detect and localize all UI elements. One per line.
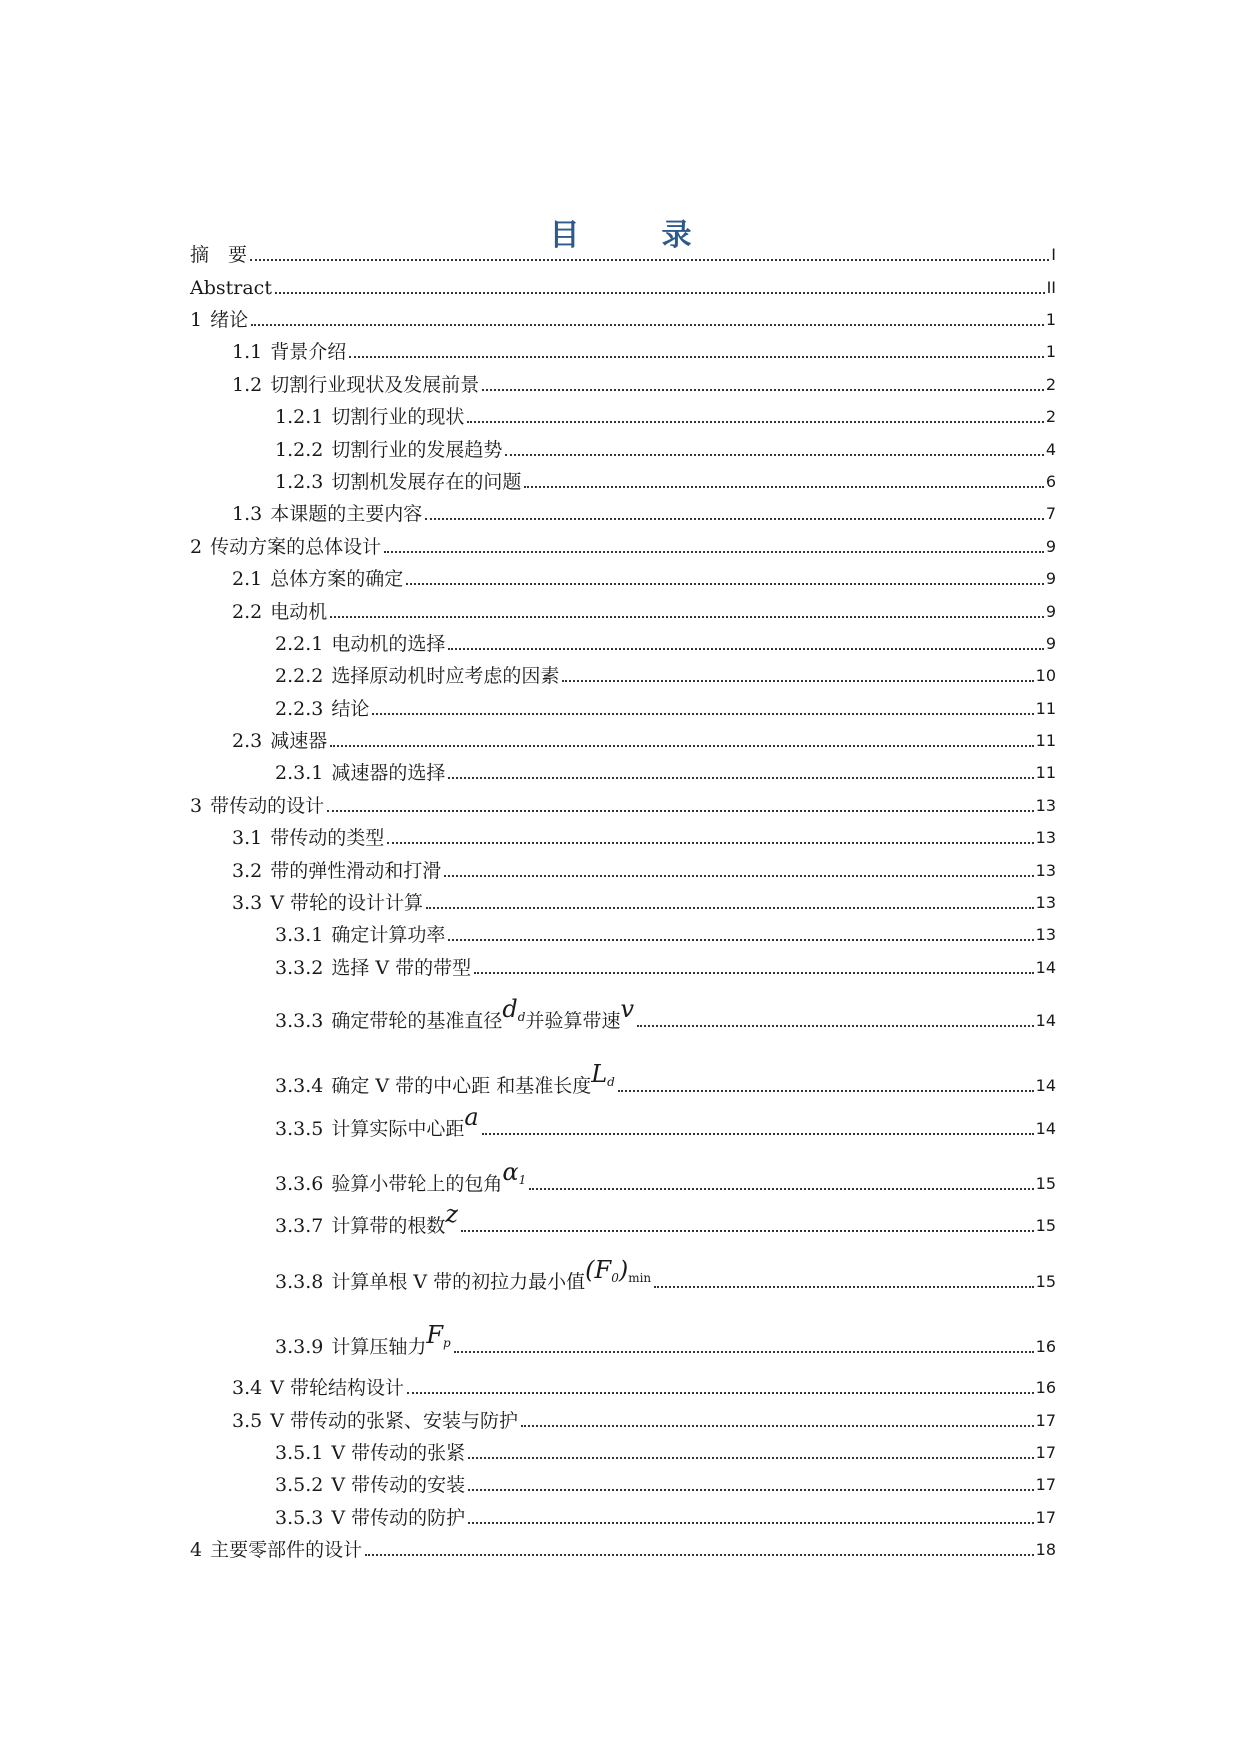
dot-leader [251, 324, 1044, 326]
toc-entry-page: 15 [1035, 1174, 1056, 1193]
dot-leader [365, 1554, 1034, 1556]
dot-leader [505, 454, 1043, 456]
toc-entry-label: V 带传动的张紧 [331, 1442, 466, 1464]
toc-entry-page: 9 [1045, 537, 1056, 556]
toc-entry-page: 11 [1035, 731, 1056, 750]
toc-entry[interactable] [275, 664, 1056, 688]
toc-entry[interactable] [190, 1538, 1056, 1562]
dot-leader [327, 810, 1034, 812]
toc-entry-label: 摘 要 [190, 244, 248, 266]
dot-leader [467, 421, 1043, 423]
toc-entry-number: 3.1 [232, 827, 263, 849]
math-subscript: d [607, 1075, 615, 1089]
toc-entry-label: V 带轮结构设计 [270, 1377, 404, 1399]
toc-entry-number: 1.2.2 [275, 439, 324, 461]
toc-entry[interactable] [232, 1376, 1056, 1400]
math-subscript: 1 [518, 1173, 527, 1187]
dot-leader [425, 518, 1044, 520]
dot-leader [468, 1457, 1034, 1459]
dot-leader [407, 1392, 1034, 1394]
toc-entry-number: 2 [190, 536, 203, 558]
toc-entry-label: 减速器的选择 [331, 762, 446, 784]
toc-entry-label: 确定 V 带的中心距 和基准长度 [331, 1075, 592, 1097]
math-subscript: d [517, 1010, 526, 1024]
toc-entry-page: 17 [1035, 1443, 1056, 1462]
dot-leader [654, 1286, 1033, 1288]
toc-entry[interactable] [232, 1409, 1056, 1433]
toc-entry-number: 2.3 [232, 730, 263, 752]
toc-entry[interactable] [275, 1158, 1056, 1196]
math-subscript: p [443, 1336, 451, 1350]
toc-entry-number: 1.2.3 [275, 471, 324, 493]
toc-entry[interactable] [275, 1506, 1056, 1530]
toc-entry-number: 3.5.1 [275, 1442, 324, 1464]
dot-leader [468, 1489, 1034, 1491]
toc-entry-label: 传动方案的总体设计 [210, 536, 382, 558]
toc-entry[interactable] [275, 956, 1056, 980]
toc-entry[interactable] [275, 1441, 1056, 1465]
toc-entry-page: 14 [1035, 958, 1056, 977]
toc-entry-label: 确定计算功率 [331, 924, 446, 946]
dot-leader [372, 713, 1033, 715]
toc-entry-page: 13 [1035, 925, 1056, 944]
math-symbol: (F [585, 1256, 612, 1284]
dot-leader [562, 680, 1033, 682]
toc-entry-number: 2.3.1 [275, 762, 324, 784]
toc-entry-number: 1.1 [232, 341, 263, 363]
dot-leader [524, 486, 1043, 488]
toc-entry-label: 总体方案的确定 [270, 568, 404, 590]
toc-entry-number: 3.3.2 [275, 957, 324, 979]
toc-entry-label: 验算小带轮上的包角 [331, 1173, 503, 1195]
dot-leader [618, 1090, 1034, 1092]
dot-leader [426, 907, 1034, 909]
toc-entry-label: V 带传动的安装 [331, 1474, 466, 1496]
toc-entry-page: 11 [1035, 763, 1056, 782]
toc-entry-label: 带的弹性滑动和打滑 [270, 860, 442, 882]
toc-entry[interactable] [275, 438, 1056, 462]
toc-entry-page: 10 [1035, 666, 1056, 685]
dot-leader [444, 875, 1033, 877]
math-symbol: F [426, 1321, 444, 1349]
math-subscript: min [628, 1271, 652, 1285]
dot-leader [384, 551, 1044, 553]
toc-entry-number: 2.1 [232, 568, 263, 590]
math-subscript: 0 [611, 1271, 619, 1285]
dot-leader [387, 842, 1033, 844]
toc-entry-number: 1.2.1 [275, 406, 324, 428]
dot-leader [275, 292, 1045, 294]
dot-leader [529, 1188, 1033, 1190]
toc-entry-label: 主要零部件的设计 [210, 1539, 363, 1561]
toc-entry[interactable] [275, 1060, 1056, 1098]
toc-entry-page: 13 [1035, 861, 1056, 880]
toc-entry-label: 带传动的设计 [210, 795, 325, 817]
toc-entry-label: 计算单根 V 带的初拉力最小值 [331, 1271, 586, 1293]
math-symbol: a [464, 1103, 479, 1131]
math-symbol: L [591, 1060, 608, 1088]
toc-entry[interactable] [275, 923, 1056, 947]
toc-entry[interactable] [275, 995, 1056, 1033]
toc-entry-number: 1.3 [232, 503, 263, 525]
toc-entry-label: 背景介绍 [270, 341, 347, 363]
toc-entry-page: 2 [1045, 407, 1056, 426]
toc-entry-page: 15 [1035, 1216, 1056, 1235]
toc-entry[interactable] [275, 761, 1056, 785]
dot-leader [330, 745, 1033, 747]
toc-entry-number: 3.5.2 [275, 1474, 324, 1496]
toc-entry-number: 3.3 [232, 892, 263, 914]
toc-entry-label: V 带传动的张紧、安装与防护 [270, 1410, 518, 1432]
toc-entry-number: 2.2.2 [275, 665, 324, 687]
toc-entry-label: 本课题的主要内容 [270, 503, 423, 525]
toc-entry-number: 1 [190, 309, 203, 331]
toc-entry-page: 13 [1035, 828, 1056, 847]
toc-entry-number: 1.2 [232, 374, 263, 396]
toc-entry-number: 3.3.3 [275, 1010, 324, 1032]
dot-leader [637, 1025, 1034, 1027]
toc-entry-page: 14 [1035, 1011, 1056, 1030]
toc-entry-label: Abstract [190, 277, 272, 299]
toc-entry-page: 17 [1035, 1475, 1056, 1494]
toc-entry-page: 9 [1045, 602, 1056, 621]
toc-entry-label: 结论 [331, 698, 370, 720]
toc-entry-page: II [1046, 278, 1056, 297]
toc-entry-label: 电动机 [270, 601, 328, 623]
toc-entry-page: 14 [1035, 1119, 1056, 1138]
toc-entry-page: 1 [1045, 310, 1056, 329]
toc-entry-number: 3.3.9 [275, 1336, 324, 1358]
math-symbol: d [502, 995, 518, 1023]
toc-entry-page: 1 [1045, 342, 1056, 361]
toc-entry-label: 并验算带速 [525, 1010, 621, 1032]
toc-entry-label: 切割行业的发展趋势 [331, 439, 503, 461]
toc-entry-label: V 带传动的防护 [331, 1507, 466, 1529]
toc-entry[interactable] [275, 632, 1056, 656]
toc-entry-label: 减速器 [270, 730, 328, 752]
toc-entry-number: 3.5 [232, 1410, 263, 1432]
toc-entry-number: 2.2 [232, 601, 263, 623]
toc-entry-number: 3.3.5 [275, 1118, 324, 1140]
toc-entry[interactable] [232, 600, 1056, 624]
dot-leader [448, 648, 1043, 650]
dot-leader [250, 259, 1049, 261]
toc-entry-label: 计算压轴力 [331, 1336, 427, 1358]
toc-entry-page: 9 [1045, 569, 1056, 588]
dot-leader [448, 939, 1033, 941]
toc-entry-page: 16 [1035, 1337, 1056, 1356]
toc-entry[interactable] [190, 276, 1056, 300]
math-symbol: α [502, 1158, 519, 1186]
dot-leader [521, 1425, 1034, 1427]
toc-entry-label: 切割行业现状及发展前景 [270, 374, 480, 396]
toc-entry-page: 6 [1045, 472, 1056, 491]
dot-leader [482, 1133, 1034, 1135]
toc-entry[interactable] [232, 340, 1056, 364]
toc-entry-page: I [1051, 245, 1056, 264]
toc-entry[interactable] [232, 373, 1056, 397]
toc-entry[interactable] [232, 567, 1056, 591]
dot-leader [406, 583, 1044, 585]
toc-entry-number: 2.2.3 [275, 698, 324, 720]
toc-entry[interactable] [275, 1321, 1056, 1359]
toc-entry-number: 3.3.8 [275, 1271, 324, 1293]
toc-entry-label: 电动机的选择 [331, 633, 446, 655]
toc-entry-number: 3.5.3 [275, 1507, 324, 1529]
math-symbol: ) [618, 1256, 629, 1284]
math-symbol: v [620, 995, 635, 1023]
toc-entry-page: 17 [1035, 1508, 1056, 1527]
toc-entry[interactable] [232, 729, 1056, 753]
toc-entry-page: 17 [1035, 1411, 1056, 1430]
toc-entry[interactable] [275, 697, 1056, 721]
toc-entry-page: 9 [1045, 634, 1056, 653]
toc-entry-label: 确定带轮的基准直径 [331, 1010, 503, 1032]
dot-leader [454, 1351, 1034, 1353]
toc-entry-number: 3.3.7 [275, 1215, 324, 1237]
toc-entry-page: 18 [1035, 1540, 1056, 1559]
toc-entry-number: 3.2 [232, 860, 263, 882]
toc-entry-number: 4 [190, 1539, 203, 1561]
toc-entry-number: 3 [190, 795, 203, 817]
toc-entry-page: 2 [1045, 375, 1056, 394]
toc-entry[interactable] [232, 502, 1056, 526]
toc-entry-label: 带传动的类型 [270, 827, 385, 849]
toc-title: 目 录 [549, 218, 718, 253]
toc-entry-page: 7 [1045, 504, 1056, 523]
toc-entry[interactable] [190, 308, 1056, 332]
toc-entry-number: 3.3.1 [275, 924, 324, 946]
toc-entry[interactable] [190, 243, 1056, 267]
toc-entry[interactable] [275, 1200, 1056, 1238]
toc-entry[interactable] [275, 405, 1056, 429]
toc-entry-page: 13 [1035, 893, 1056, 912]
toc-entry-number: 3.3.4 [275, 1075, 324, 1097]
toc-entry[interactable] [190, 794, 1056, 818]
dot-leader [461, 1230, 1034, 1232]
toc-entry-label: 计算带的根数 [331, 1215, 446, 1237]
toc-entry-page: 14 [1035, 1076, 1056, 1095]
toc-entry[interactable] [275, 1256, 1056, 1294]
toc-entry-label: 切割行业的现状 [331, 406, 465, 428]
toc-entry[interactable] [275, 1103, 1056, 1141]
toc-entry[interactable] [232, 891, 1056, 915]
dot-leader [349, 356, 1044, 358]
toc-entry-label: 切割机发展存在的问题 [331, 471, 522, 493]
toc-entry-page: 4 [1045, 440, 1056, 459]
dot-leader [468, 1522, 1034, 1524]
dot-leader [448, 777, 1033, 779]
toc-entry-number: 3.4 [232, 1377, 263, 1399]
dot-leader [330, 616, 1044, 618]
toc-entry-label: 计算实际中心距 [331, 1118, 465, 1140]
toc-entry-number: 2.2.1 [275, 633, 324, 655]
toc-entry-number: 3.3.6 [275, 1173, 324, 1195]
math-symbol: z [445, 1200, 459, 1228]
toc-entry-page: 15 [1035, 1272, 1056, 1291]
toc-entry-page: 13 [1035, 796, 1056, 815]
toc-entry[interactable] [190, 535, 1056, 559]
toc-entry-page: 16 [1035, 1378, 1056, 1397]
toc-entry-label: 绪论 [210, 309, 249, 331]
toc-entry-label: V 带轮的设计计算 [270, 892, 423, 914]
toc-entry-page: 11 [1035, 699, 1056, 718]
dot-leader [474, 972, 1033, 974]
toc-entry-label: 选择 V 带的带型 [331, 957, 472, 979]
toc-entry[interactable] [232, 859, 1056, 883]
toc-entry-label: 选择原动机时应考虑的因素 [331, 665, 560, 687]
toc-entry[interactable] [275, 1473, 1056, 1497]
toc-entry[interactable] [275, 470, 1056, 494]
toc-entry[interactable] [232, 826, 1056, 850]
dot-leader [482, 389, 1044, 391]
